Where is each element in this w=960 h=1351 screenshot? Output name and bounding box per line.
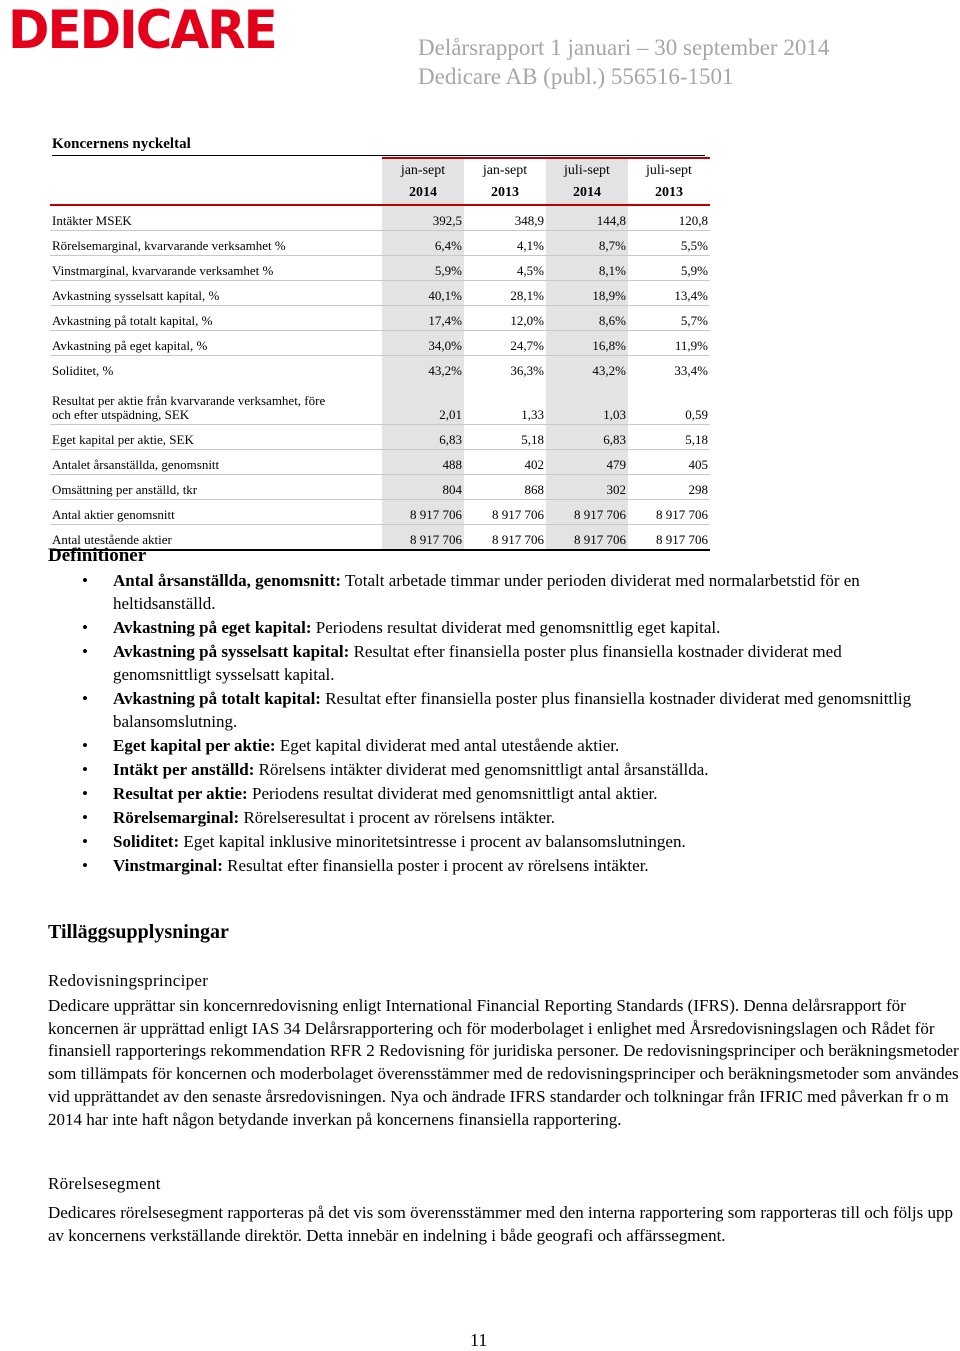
- cell-value: 868: [464, 475, 546, 500]
- cell-value: 34,0%: [382, 331, 464, 356]
- table-row: [50, 525, 710, 551]
- dedicare-logo: DEDICARE: [8, 0, 276, 61]
- table-header-row: [50, 182, 710, 205]
- bullet-icon: •: [82, 736, 88, 755]
- col-header-year: 2013: [628, 182, 710, 205]
- definition-text: Periodens resultat dividerat med genomsnittligt antal aktier.: [247, 784, 658, 803]
- row-label: Antal aktier genomsnitt: [50, 500, 382, 525]
- table-row: [50, 425, 710, 450]
- cell-value: 5,18: [464, 425, 546, 450]
- bullet-icon: •: [82, 832, 88, 851]
- cell-value: 488: [382, 450, 464, 475]
- cell-value: 804: [382, 475, 464, 500]
- cell-value: 43,2%: [382, 356, 464, 381]
- cell-value: 28,1%: [464, 281, 546, 306]
- definition-text: Eget kapital inklusive minoritetsintresse i procent av balansomslutningen.: [179, 832, 686, 851]
- table-row: [50, 450, 710, 475]
- page-number: 11: [470, 1330, 488, 1350]
- bullet-icon: •: [82, 784, 88, 803]
- definition-item: [48, 806, 928, 829]
- col-header-year: 2014: [546, 182, 628, 205]
- report-title: Delårsrapport 1 januari – 30 september 2014: [418, 35, 830, 60]
- cell-value: 5,18: [628, 425, 710, 450]
- table-row: [50, 356, 710, 381]
- cell-value: 8,7%: [546, 231, 628, 256]
- cell-value: 405: [628, 450, 710, 475]
- cell-value: 13,4%: [628, 281, 710, 306]
- definitions-heading: Definitioner: [48, 545, 147, 566]
- col-header-year: 2013: [464, 182, 546, 205]
- bullet-icon: •: [82, 760, 88, 779]
- row-label-line: och efter utspädning, SEK: [52, 407, 190, 422]
- definition-term: Eget kapital per aktie:: [113, 736, 276, 755]
- definition-item: [48, 616, 928, 639]
- bullet-icon: •: [82, 618, 88, 637]
- definition-text: Rörelsens intäkter dividerat med genomsnittligt antal årsanställda.: [254, 760, 709, 779]
- col-header-period: juli-sept: [546, 158, 628, 182]
- row-label: [50, 380, 382, 425]
- header-empty: [50, 158, 382, 182]
- definition-text: Rörelseresultat i procent av rörelsens intäkter.: [239, 808, 556, 827]
- bullet-icon: •: [82, 642, 88, 661]
- cell-value: 348,9: [464, 205, 546, 231]
- cell-value: 402: [464, 450, 546, 475]
- key-figures-table: [50, 157, 710, 551]
- cell-value: 16,8%: [546, 331, 628, 356]
- cell-value: 8,6%: [546, 306, 628, 331]
- cell-value: 8 917 706: [628, 500, 710, 525]
- cell-value: 43,2%: [546, 356, 628, 381]
- definition-text: Resultat efter finansiella poster plus finansiella kostnader dividerat med genomsnittlig balansomslutning.: [113, 689, 912, 731]
- table-row: [50, 475, 710, 500]
- row-label: Antal utestående aktier: [50, 525, 382, 551]
- row-label: Avkastning på totalt kapital, %: [50, 306, 382, 331]
- definition-item: [48, 854, 928, 877]
- definition-term: Intäkt per anställd:: [113, 760, 255, 779]
- definition-term: Antal årsanställda, genomsnitt:: [113, 571, 342, 590]
- cell-value: 5,9%: [628, 256, 710, 281]
- row-label: Omsättning per anställd, tkr: [50, 475, 382, 500]
- definition-item: [48, 734, 928, 757]
- cell-value: 144,8: [546, 205, 628, 231]
- cell-value: 12,0%: [464, 306, 546, 331]
- cell-value: 298: [628, 475, 710, 500]
- table-row: [50, 380, 710, 425]
- section-text-accounting-principles: Dedicare upprättar sin koncernredovisning enligt International Financial Reporting Standards (IFRS). Denna delårsrapport för koncernen är upprättad enligt IAS 34 Delårsrapportering och för moderbolaget i enlighet med Årsredovisningslagen och Rådet för finansiell rapporterings rekommendation RFR 2 Redovisning för juridiska personer. De redovisningsprinciper och beräkningsmetoder som tillämpats för koncernen och moderbolaget överensstämmer med de redovisningsprinciper och beräkningsmetoder som användes vid upprättandet av den senaste årsredovisningen. Nya och ändrade IFRS standarder och tolkningar från IFRIC med påverkan fr o m 2014 har inte haft någon betydande inverkan på koncernens finansiella rapportering.: [48, 996, 959, 1129]
- company-name: Dedicare AB (publ.) 556516-1501: [418, 64, 734, 89]
- cell-value: 36,3%: [510, 363, 544, 378]
- definition-item: [48, 687, 928, 733]
- definition-item: [48, 640, 928, 686]
- cell-value: 8 917 706: [464, 500, 546, 525]
- definition-term: Soliditet:: [113, 832, 180, 851]
- table-row: [50, 256, 710, 281]
- table-row: [50, 500, 710, 525]
- row-label: Vinstmarginal, kvarvarande verksamhet %: [50, 256, 382, 281]
- cell-value: 5,9%: [382, 256, 464, 281]
- col-header-period: jan-sept: [382, 158, 464, 182]
- cell-value: 0,59: [628, 380, 710, 425]
- cell-value: 6,4%: [382, 231, 464, 256]
- cell-value: 8 917 706: [628, 525, 710, 551]
- definition-term: Vinstmarginal:: [113, 856, 223, 875]
- cell-value: 5,7%: [628, 306, 710, 331]
- table-row: [50, 331, 710, 356]
- cell-value: 24,7%: [464, 331, 546, 356]
- row-label: Antalet årsanställda, genomsnitt: [50, 450, 382, 475]
- cell-value: 8 917 706: [464, 525, 546, 551]
- table-row: [50, 306, 710, 331]
- definitions-list: [48, 569, 928, 878]
- section-title-operating-segments: Rörelsesegment: [48, 1174, 161, 1193]
- cell-value: 1,33: [464, 380, 546, 425]
- cell-value: 40,1%: [382, 281, 464, 306]
- cell-value: 120,8: [628, 205, 710, 231]
- definition-item: [48, 830, 928, 853]
- definition-text: Periodens resultat dividerat med genomsnittlig eget kapital.: [311, 618, 721, 637]
- table-row: [50, 205, 710, 231]
- section-title-accounting-principles: Redovisningsprinciper: [48, 971, 209, 990]
- cell-value: 8 917 706: [546, 500, 628, 525]
- supplementary-heading: Tilläggsupplysningar: [48, 921, 229, 943]
- table-header-row: [50, 158, 710, 182]
- col-header-period: juli-sept: [628, 158, 710, 182]
- cell-value: 17,4%: [382, 306, 464, 331]
- cell-value: 2,01: [382, 380, 464, 425]
- row-label: Intäkter MSEK: [50, 205, 382, 231]
- table-row: [50, 281, 710, 306]
- definition-text: Resultat efter finansiella poster plus finansiella kostnader dividerat med genomsnittligt sysselsatt kapital.: [113, 642, 842, 684]
- cell-value: 11,9%: [628, 331, 710, 356]
- bullet-icon: •: [82, 856, 88, 875]
- cell-value: 6,83: [546, 425, 628, 450]
- cell-value: 33,4%: [674, 363, 708, 378]
- cell-value: 302: [546, 475, 628, 500]
- header-empty: [50, 182, 382, 205]
- definition-text: Eget kapital dividerat med antal utestående aktier.: [275, 736, 620, 755]
- row-label: Rörelsemarginal, kvarvarande verksamhet %: [50, 231, 382, 256]
- cell-value: 4,5%: [464, 256, 546, 281]
- definition-text: Totalt arbetade timmar under perioden dividerat med normalarbetstid för en heltidsanställd.: [113, 571, 860, 613]
- key-figures-title: Koncernens nyckeltal: [52, 133, 705, 156]
- cell-value: 6,83: [382, 425, 464, 450]
- cell-value: 18,9%: [546, 281, 628, 306]
- cell-value: 392,5: [382, 205, 464, 231]
- cell-value: 1,03: [546, 380, 628, 425]
- cell-value: 8 917 706: [382, 500, 464, 525]
- bullet-icon: •: [82, 808, 88, 827]
- cell-value: 4,1%: [464, 231, 546, 256]
- definition-item: [48, 569, 928, 615]
- definition-term: Avkastning på eget kapital:: [113, 618, 312, 637]
- cell-value: 479: [546, 450, 628, 475]
- row-label: Eget kapital per aktie, SEK: [50, 425, 382, 450]
- row-label: Soliditet, %: [52, 363, 114, 378]
- definition-term: Avkastning på sysselsatt kapital:: [113, 642, 350, 661]
- section-text-operating-segments: Dedicares rörelsesegment rapporteras på det vis som överensstämmer med den interna rapportering som rapporteras till och följs upp av koncernens verkställande direktör. Detta innebär en indelning i både geografi och affärssegment.: [48, 1203, 953, 1245]
- definition-term: Rörelsemarginal:: [113, 808, 240, 827]
- row-label: Avkastning sysselsatt kapital, %: [50, 281, 382, 306]
- bullet-icon: •: [82, 571, 88, 590]
- col-header-period: jan-sept: [464, 158, 546, 182]
- definition-item: [48, 782, 928, 805]
- definition-term: Avkastning på totalt kapital:: [113, 689, 321, 708]
- definition-item: [48, 758, 928, 781]
- definition-text: Resultat efter finansiella poster i procent av rörelsens intäkter.: [222, 856, 649, 875]
- cell-value: 8 917 706: [546, 525, 628, 551]
- row-label: Avkastning på eget kapital, %: [50, 331, 382, 356]
- table-row: [50, 231, 710, 256]
- cell-value: 8 917 706: [382, 525, 464, 551]
- definition-term: Resultat per aktie:: [113, 784, 248, 803]
- bullet-icon: •: [82, 689, 88, 708]
- row-label-line: Resultat per aktie från kvarvarande verksamhet, före: [52, 393, 326, 408]
- cell-value: 5,5%: [628, 231, 710, 256]
- cell-value: 8,1%: [546, 256, 628, 281]
- col-header-year: 2014: [382, 182, 464, 205]
